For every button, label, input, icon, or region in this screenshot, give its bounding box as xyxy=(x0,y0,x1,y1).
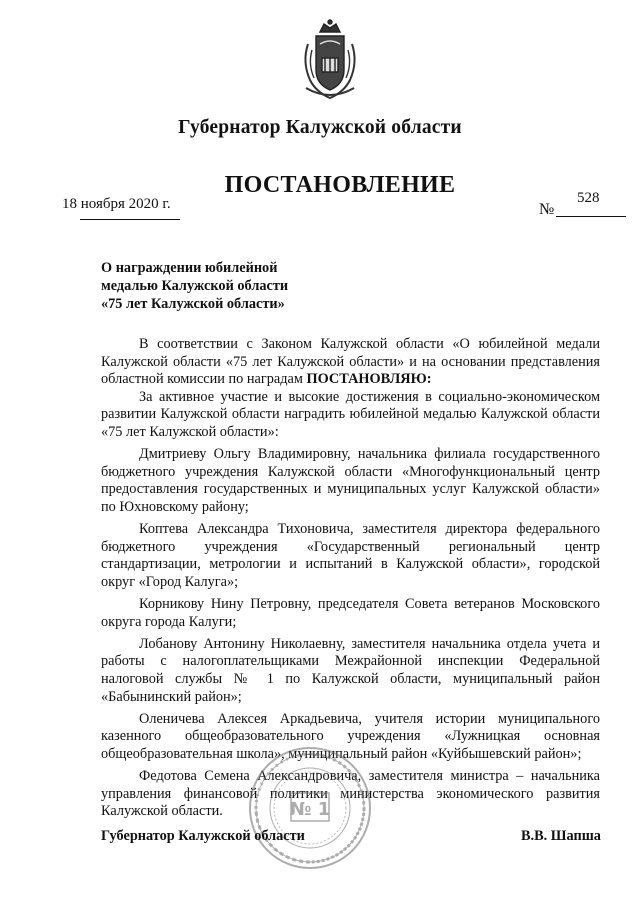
seal-center-text: № 1 xyxy=(289,799,331,820)
document-number: 528 xyxy=(577,190,600,206)
subject-line: «75 лет Калужской области» xyxy=(101,296,285,312)
awardee-paragraph: Корникову Нину Петровну, председателя Совета ветеранов Московского округа города Калуги; xyxy=(101,596,600,630)
document-date: 18 ноября 2020 г. xyxy=(62,196,171,212)
intro-text: В соответствии с Законом Калужской области «О юбилейной медали Калужской области «75 лет Калужской области» и на основании представления областной комиссии по наградам xyxy=(101,336,600,388)
subject-line: О награждении юбилейной xyxy=(101,260,278,276)
awardee-paragraph: Дмитриеву Ольгу Владимировну, начальника филиала государственного бюджетного учреждения Калужской области «Многофункциональный центр предоставления государственных и муниципальных услуг Калужской области» по Юхновскому району; xyxy=(101,446,600,515)
document-type: ПОСТАНОВЛЕНИЕ xyxy=(224,172,456,198)
signatory-title: Губернатор Калужской области xyxy=(101,828,305,844)
date-underline xyxy=(80,219,180,220)
number-sign: № xyxy=(539,201,555,218)
issuing-authority: Губернатор Калужской области xyxy=(178,117,462,138)
number-underline xyxy=(556,216,626,217)
coat-of-arms-icon xyxy=(298,18,362,104)
decision-paragraph: За активное участие и высокие достижения в социально-экономическом развитии Калужской области наградить юбилейной медалью Калужской области «75 лет Калужской области»: xyxy=(101,388,600,440)
resolution-keyword: ПОСТАНОВЛЯЮ: xyxy=(306,371,432,388)
awardee-paragraph: Федотова Семена Александровича, заместителя министра – начальника управления финансовой политики министерства экономического развития Калужской области. xyxy=(101,768,600,820)
subject-line: медалью Калужской области xyxy=(101,278,289,294)
awardee-paragraph: Коптева Александра Тихоновича, заместителя директора федерального бюджетного учреждения «Государственный региональный центр стандартизации, метрологии и испытаний в Калужской области», городской округ «Город Калуга»; xyxy=(101,521,600,590)
signatory-name: В.В. Шапша xyxy=(521,828,601,844)
awardee-paragraph: Лобанову Антонину Николаевну, заместителя начальника отдела учета и работы с налогоплательщиками Межрайонной инспекции Федеральной налоговой службы № 1 по Калужской области, муниципальный район «Бабынинский район»; xyxy=(101,635,600,705)
official-seal-icon xyxy=(247,745,373,871)
document-subject xyxy=(101,259,291,313)
awardee-paragraph: Оленичева Алексея Аркадьевича, учителя истории муниципального казенного общеобразовательного учреждения «Лужницкая основная общеобразовательная школа», муниципальный район «Куйбышевский район»; xyxy=(101,710,600,763)
intro-paragraph xyxy=(101,336,600,389)
